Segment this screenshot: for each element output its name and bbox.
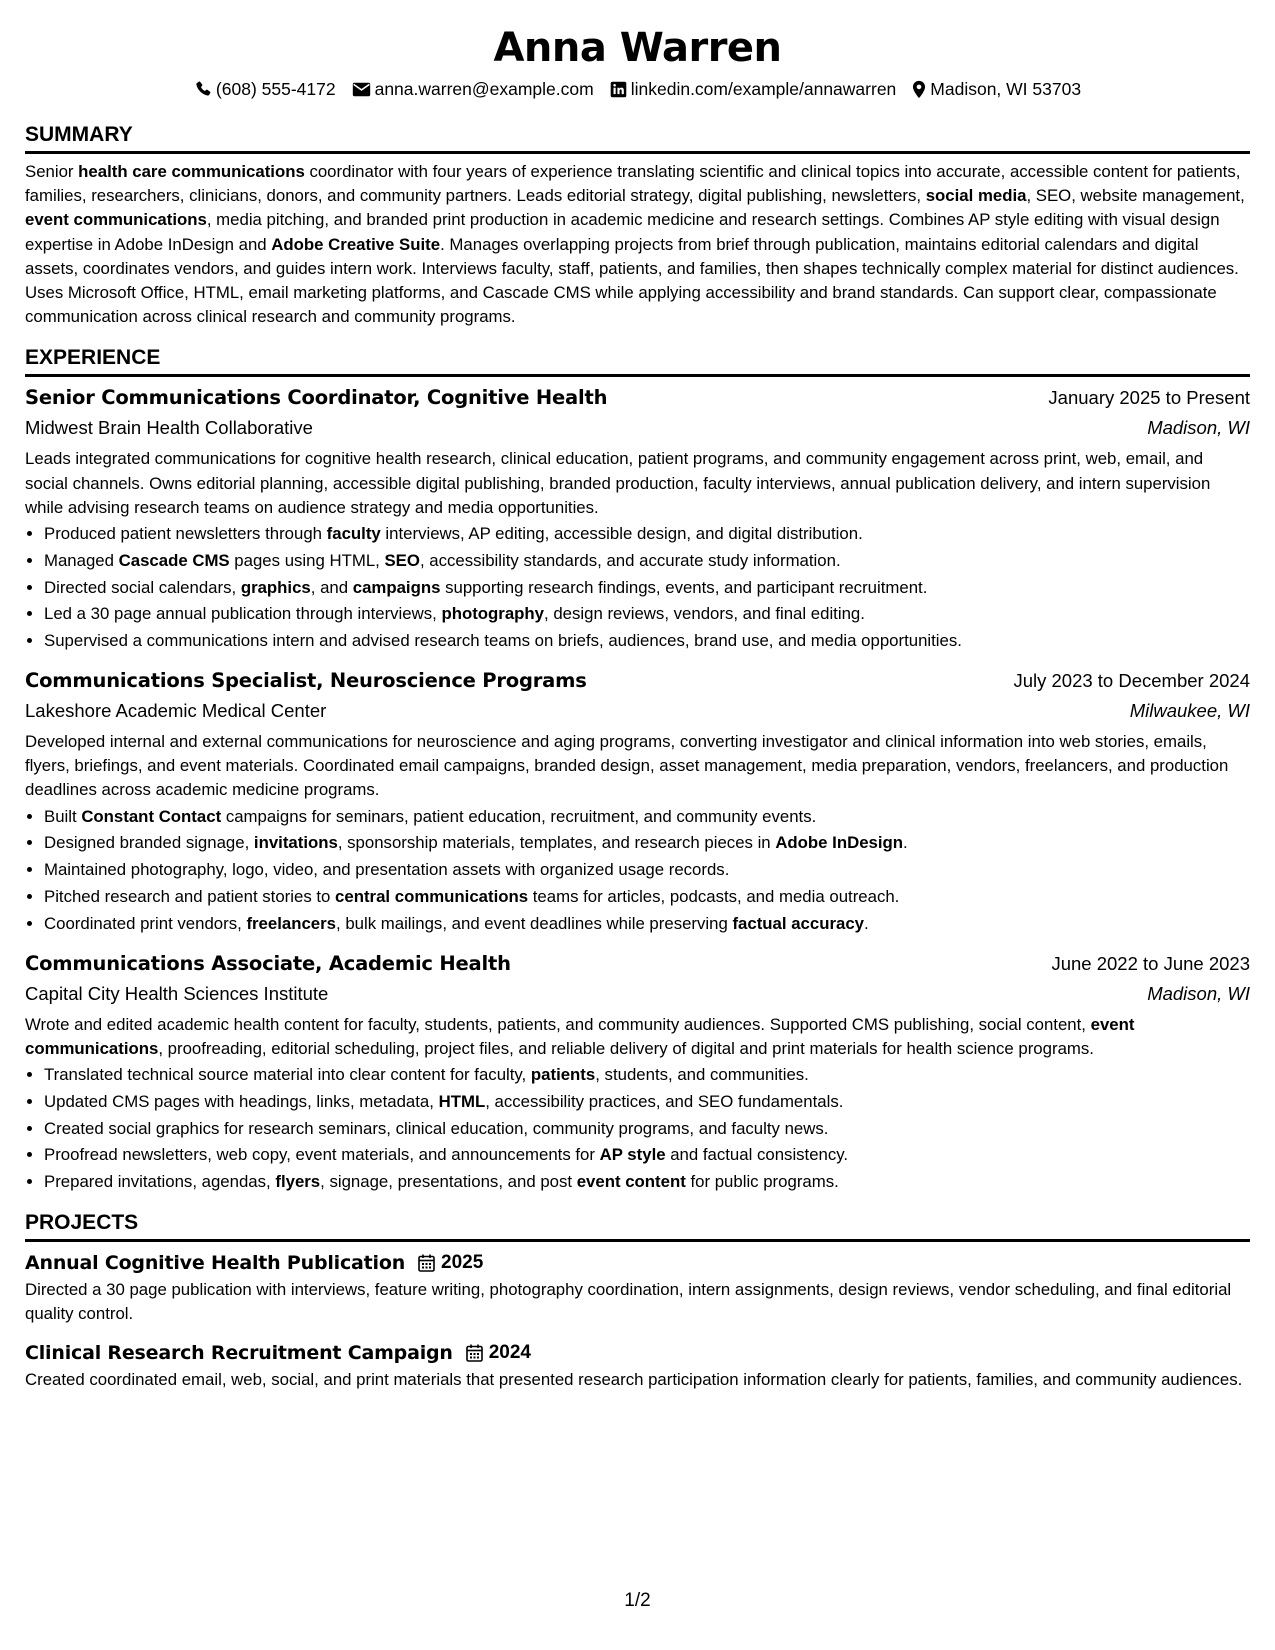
- bold-keyword: faculty: [326, 524, 381, 544]
- bold-keyword: central communications: [335, 887, 529, 907]
- project-header: [25, 1338, 1250, 1368]
- bold-keyword: photography: [441, 604, 544, 624]
- bold-keyword: event content: [576, 1172, 686, 1192]
- bold-keyword: invitations: [253, 833, 338, 853]
- bold-keyword: social media: [925, 186, 1027, 206]
- job-header: [25, 666, 1250, 696]
- bullet-item: • Prepared invitations, agendas, flyers, signage, presentations, and post event content for public programs.: [44, 1169, 1250, 1196]
- bullet-item: • Coordinated print vendors, freelancers, bulk mailings, and event deadlines while preserving factual accuracy.: [44, 911, 1250, 938]
- job-description: Developed internal and external communications for neuroscience and aging programs, converting investigator and clinical information into web stories, emails, flyers, briefings, and event materials. Coordinated email campaigns, branded design, asset management, media preparation, vendors, freelancers, and production deadlines across academic medicine programs.: [25, 732, 1229, 800]
- projects-heading: PROJECTS: [25, 1210, 1250, 1242]
- project-title: Annual Cognitive Health Publication: [25, 1252, 406, 1274]
- job-title: Senior Communications Coordinator, Cognitive Health: [25, 386, 608, 410]
- experience-section: [25, 345, 1250, 1196]
- bold-keyword: AP style: [599, 1145, 666, 1165]
- job-location: Madison, WI: [1147, 982, 1250, 1004]
- contact-linkedin[interactable]: [610, 78, 897, 100]
- job-organization: Capital City Health Sciences Institute: [25, 982, 329, 1004]
- bold-keyword: Cascade CMS: [118, 550, 230, 570]
- bold-keyword: event communications: [25, 210, 207, 230]
- project-year: 2025: [441, 1252, 484, 1273]
- bullet-item: • Created social graphics for research seminars, clinical education, community programs, and faculty news.: [44, 1116, 1250, 1143]
- calendar-icon: [418, 1254, 435, 1272]
- job-subheader: [25, 979, 1250, 1009]
- bold-keyword: HTML: [438, 1091, 486, 1111]
- job-entry: [25, 666, 1250, 938]
- bold-keyword: factual accuracy: [732, 913, 864, 933]
- bullet-item: • Maintained photography, logo, video, and presentation assets with organized usage records.: [44, 857, 1250, 884]
- job-dates: June 2022 to June 2023: [1051, 952, 1250, 974]
- job-bullets: [25, 804, 1250, 938]
- job-location: Milwaukee, WI: [1129, 700, 1250, 722]
- contact-phone: [194, 78, 336, 100]
- resume-page: [25, 0, 1250, 1650]
- contact-bar: [25, 78, 1250, 100]
- job-bullets: [25, 1062, 1250, 1196]
- job-entry: [25, 949, 1250, 1196]
- bullet-item: • Translated technical source material into clear content for faculty, patients, students, and communities.: [44, 1062, 1250, 1089]
- phone-icon: [194, 80, 212, 98]
- bold-keyword: Adobe InDesign: [775, 833, 904, 853]
- project-year: 2024: [488, 1342, 532, 1364]
- job-location: Madison, WI: [1147, 417, 1250, 439]
- projects-section: [25, 1210, 1250, 1393]
- job-organization: Lakeshore Academic Medical Center: [25, 700, 327, 722]
- bold-keyword: SEO: [384, 550, 420, 570]
- phone-text: (608) 555-4172: [215, 79, 336, 99]
- project-title: Clinical Research Recruitment Campaign: [25, 1342, 453, 1365]
- email-text[interactable]: anna.warren@example.com: [374, 79, 594, 99]
- bullet-item: • Produced patient newsletters through faculty interviews, AP editing, accessible design, and digital distribution.: [44, 521, 1250, 548]
- job-dates: January 2025 to Present: [1048, 387, 1250, 409]
- project-description: Directed a 30 page publication with interviews, feature writing, photography coordination, intern assignments, design reviews, vendor scheduling, and final editorial quality control.: [25, 1280, 1232, 1324]
- bold-keyword: health care communications: [78, 162, 305, 181]
- job-description: Leads integrated communications for cognitive health research, clinical education, patient programs, and community engagement across print, web, email, and social channels. Owns editorial planning, accessible digital publishing, branded production, faculty interviews, annual publication delivery, and intern supervision while advising research teams on audience strategy and media opportunities.: [25, 449, 1211, 517]
- project-entry: [25, 1248, 1250, 1326]
- job-header: [25, 383, 1250, 413]
- bold-keyword: Adobe Creative Suite: [271, 234, 441, 254]
- bold-keyword: flyers: [275, 1172, 321, 1192]
- job-description: Wrote and edited academic health content for faculty, students, patients, and community audiences. Supported CMS publishing, social content, event communications, proofreading, editorial scheduling, project files, and reliable delivery of digital and print materials for health science programs.: [25, 1014, 1135, 1058]
- bold-keyword: patients: [530, 1065, 596, 1085]
- project-header: [25, 1248, 1250, 1278]
- summary-section: [25, 122, 1250, 329]
- project-list: [25, 1248, 1250, 1393]
- envelope-icon: [352, 82, 371, 97]
- contact-email[interactable]: [352, 78, 594, 100]
- project-description: Created coordinated email, web, social, and print materials that presented research participation information clearly for patients, families, and community audiences.: [25, 1370, 1243, 1390]
- contact-location: [912, 78, 1081, 100]
- job-organization: Midwest Brain Health Collaborative: [25, 417, 313, 439]
- bullet-item: • Supervised a communications intern and advised research teams on briefs, audiences, brand use, and media opportunities.: [44, 628, 1250, 655]
- linkedin-text[interactable]: linkedin.com/example/annawarren: [630, 79, 897, 99]
- bold-keyword: freelancers: [246, 913, 336, 933]
- page-number: 1/2: [624, 1590, 651, 1611]
- bullet-item: • Directed social calendars, graphics, and campaigns supporting research findings, events, and participant recruitment.: [44, 575, 1250, 602]
- bold-keyword: Constant Contact: [81, 806, 222, 826]
- bullet-item: • Managed Cascade CMS pages using HTML, SEO, accessibility standards, and accurate study information.: [44, 548, 1250, 575]
- bullet-item: • Updated CMS pages with headings, links, metadata, HTML, accessibility practices, and SEO fundamentals.: [44, 1089, 1250, 1116]
- job-title: Communications Specialist, Neuroscience Programs: [25, 669, 587, 693]
- job-dates: July 2023 to December 2024: [1013, 670, 1250, 692]
- experience-heading: EXPERIENCE: [25, 345, 1250, 377]
- calendar-icon: [466, 1344, 483, 1362]
- bold-keyword: event communications: [25, 1014, 1135, 1058]
- bullet-item: • Led a 30 page annual publication through interviews, photography, design reviews, vendors, and final editing.: [44, 601, 1250, 628]
- bold-keyword: campaigns: [352, 577, 441, 597]
- location-text: Madison, WI 53703: [930, 79, 1082, 99]
- map-pin-icon: [912, 80, 926, 99]
- bullet-item: • Pitched research and patient stories to central communications teams for articles, podcasts, and media outreach.: [44, 884, 1250, 911]
- job-header: [25, 949, 1250, 979]
- job-list: [25, 383, 1250, 1196]
- job-subheader: [25, 413, 1250, 443]
- project-entry: [25, 1338, 1250, 1392]
- bullet-item: • Designed branded signage, invitations, sponsorship materials, templates, and research pieces in Adobe InDesign.: [44, 830, 1250, 857]
- job-title: Communications Associate, Academic Health: [25, 951, 511, 975]
- summary-heading: SUMMARY: [25, 122, 1250, 154]
- bold-keyword: graphics: [240, 577, 311, 597]
- linkedin-icon: [610, 81, 627, 98]
- job-entry: [25, 383, 1250, 655]
- bullet-item: • Proofread newsletters, web copy, event materials, and announcements for AP style and factual consistency.: [44, 1142, 1250, 1169]
- job-bullets: [25, 521, 1250, 655]
- summary-text: Senior health care communications coordinator with four years of experience translating scientific and clinical topics into accurate, accessible content for patients, families, researchers, clinicians, donors, and community partners. Leads editorial strategy, digital publishing, newsletters, social media, SEO, website management, event communications, media pitching, and branded print production in academic medicine and research settings. Combines AP style editing with visual design expertise in Adobe InDesign and Adobe Creative Suite. Manages overlapping projects from brief through publication, maintains editorial calendars and digital assets, coordinates vendors, and guides intern work. Interviews faculty, staff, patients, and families, then shapes technically complex material for distinct audiences. Uses Microsoft Office, HTML, email marketing platforms, and Cascade CMS while applying accessibility and brand standards. Can support clear, compassionate communication across clinical research and community programs.: [25, 162, 1245, 327]
- job-subheader: [25, 696, 1250, 726]
- candidate-name: Anna Warren: [493, 25, 782, 71]
- bullet-item: • Built Constant Contact campaigns for seminars, patient education, recruitment, and community events.: [44, 804, 1250, 831]
